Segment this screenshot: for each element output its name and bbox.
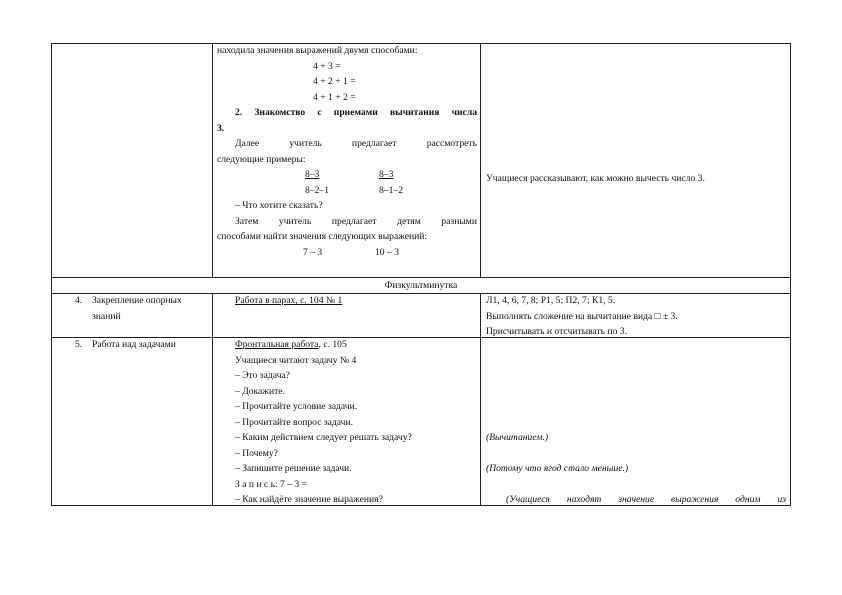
dialog-line: – Это задача? (235, 370, 290, 381)
paragraph-line: следующие примеры: (217, 153, 306, 165)
section-heading-tail: 3. (217, 122, 225, 134)
table-border-left (51, 43, 52, 506)
dialog-line: – Запишите решение задачи. (235, 463, 352, 474)
col-divider (480, 293, 481, 506)
dialog-line: – Каким действием следует решать задачу? (235, 432, 412, 443)
stage-title: Закрепление опорных (92, 295, 182, 306)
paragraph-line: Затем учитель предлагает детям разными (235, 215, 477, 227)
row4-right-cell (486, 293, 786, 340)
example-left: 8–2–1 (305, 184, 329, 196)
example-right: 8–3 (379, 169, 394, 180)
stage-line: знаний (92, 310, 121, 322)
col-divider (212, 43, 213, 278)
table-border-right (790, 43, 791, 506)
example-right: 8–1–2 (379, 184, 403, 196)
expression-line: 4 + 1 + 2 = (313, 91, 356, 103)
row4-middle-cell: Работа в парах, с. 104 № 1 (235, 295, 343, 306)
top-right-cell: Учащиеся рассказывают, как можно вычесть число 3. (486, 173, 705, 184)
expression-right: 10 – 3 (375, 246, 399, 258)
expressions-row (217, 245, 477, 261)
paragraph-line: способами найти значения следующих выражений: (217, 231, 428, 242)
work-title-line (235, 337, 479, 353)
lesson-table (51, 43, 791, 506)
stage-number: 5. (75, 339, 83, 350)
row5-middle-cell (235, 337, 479, 508)
section-heading (217, 105, 477, 121)
expression-line: 4 + 3 = (313, 60, 341, 72)
expression-left: 7 – 3 (303, 246, 323, 258)
stage-title: Работа над задачами (92, 339, 176, 350)
dialog-line: – Докажите. (235, 385, 285, 397)
answer-line: (Потому что ягод стало меньше.) (486, 463, 629, 474)
dialog-line: Учащиеся читают задачу № 4 (235, 354, 357, 366)
dialog-line: – Прочитайте вопрос задачи. (235, 416, 354, 428)
work-title: Фронтальная работа (235, 339, 319, 350)
work-page: , с. 105 (318, 339, 347, 350)
top-middle-cell (217, 43, 477, 260)
stage-line (51, 293, 211, 309)
dialog-line: – Как найдёте значение выражения? (235, 494, 383, 505)
result-line: Л1, 4, 6, 7, 8; Р1, 5; П2, 7; К1, 5. (486, 295, 616, 306)
dialog-line: – Почему? (235, 447, 278, 459)
col-divider (480, 43, 481, 278)
answer-line: (Учащиеся находят значение выражения одним из (506, 494, 786, 505)
question-line: – Что хотите сказать? (235, 200, 323, 211)
examples-row (217, 183, 477, 199)
expression-line: 4 + 2 + 1 = (313, 76, 356, 87)
paragraph-line: Далее учитель предлагает рассмотреть (235, 138, 477, 149)
heading-part-a: 2. Знакомство с приемами вычитания числа (235, 107, 477, 118)
result-line: Присчитывать и отсчитывать по 3. (486, 326, 627, 337)
record-line: З а п и с ь: 7 – 3 = (235, 478, 308, 490)
row4-stage-cell (51, 293, 211, 324)
col-divider (212, 293, 213, 506)
break-row-label: Физкультминутка (384, 280, 458, 291)
answer-line: (Вычитанием.) (486, 432, 549, 443)
text-line: находила значения выражений двумя способами: (217, 45, 418, 56)
examples-row (217, 167, 477, 183)
result-line: Выполнять сложение на вычитание вида □ ± 3. (486, 310, 678, 322)
example-left: 8–3 (305, 169, 320, 180)
stage-number: 4. (75, 295, 83, 306)
row5-stage-cell (51, 337, 211, 353)
dialog-line: – Прочитайте условие задачи. (235, 401, 358, 412)
